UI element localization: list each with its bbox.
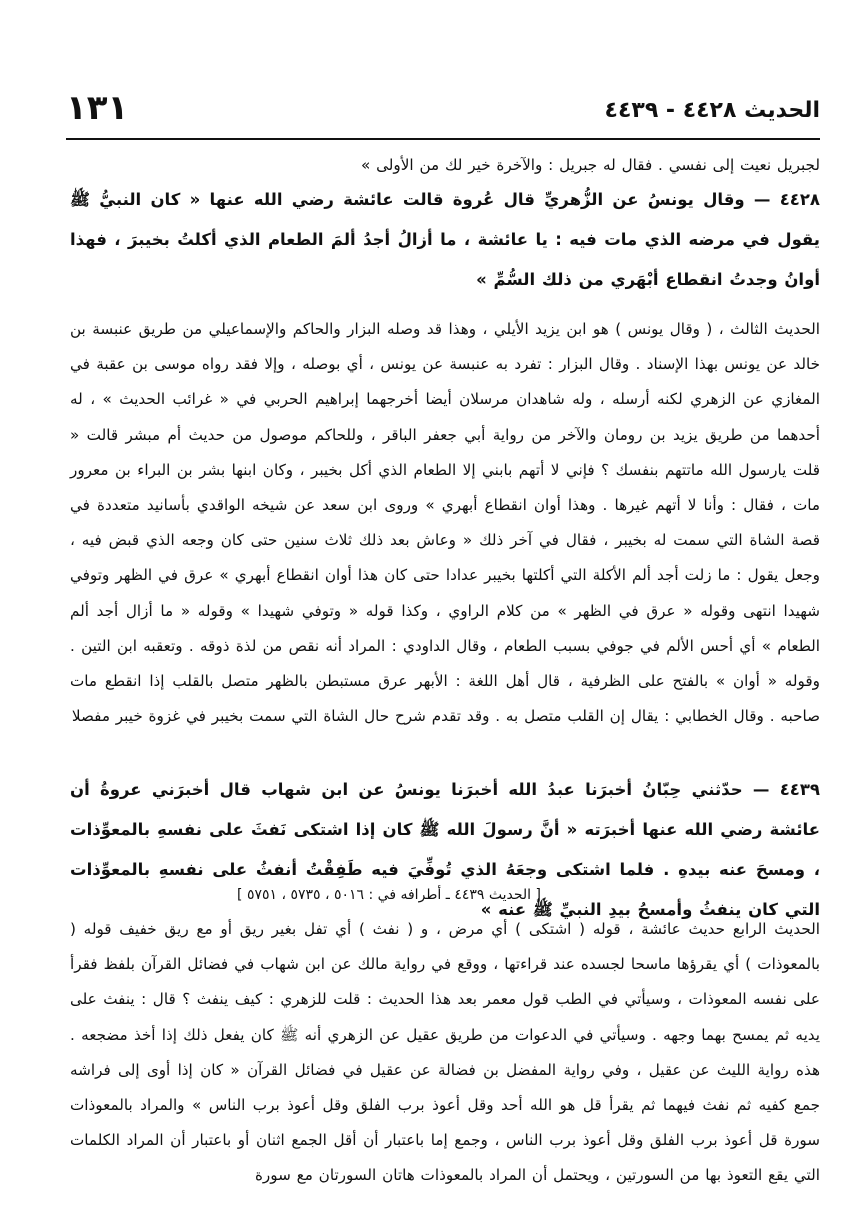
hadith-4439: ٤٤٣٩ — حدّثني حِبّانُ أخبرَنا عبدُ الله أخبرَنا يونسُ عن ابن شهاب قال أخبرَني عروةُ أن عائشة رضي الله عنها أخبرَته « أنَّ رسولَ الله ﷺ كان إذا اشتكى نَفثَ على نفسهِ بالمعوِّذات ، ومسحَ عنه بيدهِ . فلما اشتكى وجعَهُ الذي تُوفِّيَ فيه طَفِقْتُ أنفثُ على نفسهِ بالمعوِّذات التي كان ينفثُ وأمسحُ بيدِ النبيِّ ﷺ عنه » — [70, 780, 820, 919]
running-title: الحديث ٤٤٢٨ - ٤٤٣٩ — [604, 98, 820, 123]
commentary-4439: الحديث الرابع حديث عائشة ، قوله ( اشتكى ) أي مرض ، و ( نفث ) أي تفل بغير ريق أو مع ريق خفيف قوله ( بالمعوذات ) أي يقرؤها ماسحا لجسده عند قراءتها ، ووقع في رواية مالك عن ابن شهاب في فضائل القرآن بلفظ فقرأ على نفسه المعوذات ، وسيأتي في الطب قول معمر بعد هذا الحديث : قلت للزهري : كيف ينفث ؟ قال : ينفث على يديه ثم يمسح بهما وجهه . وسيأتي في الدعوات من طريق عقيل عن الزهري أنه ﷺ كان يفعل ذلك إذا أخذ مضجعه . هذه رواية الليث عن عقيل ، وفي رواية المفضل بن فضالة عن عقيل في فضائل القرآن « كان إذا أوى إلى فراشه جمع كفيه ثم نفث فيهما ثم يقرأ قل هو الله أحد وقل أعوذ برب الفلق وقل أعوذ برب الناس » والمراد بالمعوذات سورة قل أعوذ برب الفلق وقل أعوذ برب الناس ، وجمع إما باعتبار أن أقل الجمع اثنان أو باعتبار أن المراد الكلمات التي يقع التعوذ بها من السورتين ، ويحتمل أن المراد بالمعوذات هاتان السورتان مع سورة — [70, 920, 820, 1185]
hadith-reference: [ الحديث ٤٤٣٩ ـ أطرافه في : ٥٠١٦ ، ٥٧٣٥ ، ٥٧٥١ ] — [237, 887, 541, 903]
hadith-4428: ٤٤٢٨ — وقال يونسُ عن الزُّهريِّ قال عُروة قالت عائشة رضي الله عنها « كان النبيُّ ﷺ يقول في مرضه الذي مات فيه : يا عائشة ، ما أزالُ أجدُ ألمَ الطعام الذي أكلتُ بخيبرَ ، فهذا أوانُ وجدتُ انقطاع أبْهَري من ذلك السُّمِّ » — [70, 190, 820, 289]
page-number: ١٣١ — [66, 88, 129, 128]
intro-line: لجبريل نعيت إلى نفسي . فقال له جبريل : والآخرة خير لك من الأولى » — [361, 156, 820, 174]
page-header — [66, 88, 820, 138]
header-rule — [66, 138, 820, 140]
commentary-4428: الحديث الثالث ، ( وقال يونس ) هو ابن يزيد الأيلي ، وهذا قد وصله البزار والحاكم والإسماعيلي من طريق عنبسة بن خالد عن يونس بهذا الإسناد . وقال البزار : تفرد به عنبسة عن يونس ، أي بوصله ، وإلا فقد رواه موسى بن عقبة في المغازي عن الزهري لكنه أرسله ، وله شاهدان مرسلان أيضا أخرجهما إبراهيم الحربي في « غرائب الحديث » ، له أحدهما من طريق يزيد بن رومان والآخر من رواية أبي جعفر الباقر ، وللحاكم موصول من حديث أم مبشر قالت « قلت يارسول الله ماتتهم بنفسك ؟ فإني لا أتهم بابني إلا الطعام الذي أكل بخيبر ، وكان ابنها بشر بن البراء بن معرور مات ، فقال : وأنا لا أتهم غيرها . وهذا أوان انقطاع أبهري » وروى ابن سعد عن شيخه الواقدي بأسانيد متعددة في قصة الشاة التي سمت له بخيبر ، فقال في آخر ذلك « وعاش بعد ذلك ثلاث سنين حتى كان وجعه الذي قبض فيه ، وجعل يقول : ما زلت أجد ألم الأكلة التي أكلتها بخيبر عدادا حتى كان هذا أوان انقطاع أبهري » عرق في الظهر وتوفي شهيدا انتهى وقوله « عرق في الظهر » من كلام الراوي ، وكذا قوله « وتوفي شهيدا » وقوله « ما أزال أجد ألم الطعام » أي أحس الألم في جوفي بسبب الطعام ، وقال الداودي : المراد أنه نقص من لذة ذوقه . وتعقبه ابن التين . وقوله « أوان » بالفتح على الظرفية ، قال أهل اللغة : الأبهر عرق مستبطن بالظهر متصل بالقلب إذا انقطع مات صاحبه . وقال الخطابي : يقال إن القلب متصل به . وقد تقدم شرح حال الشاة التي سمت بخيبر في غزوة خيبر مفصلا — [70, 320, 820, 726]
